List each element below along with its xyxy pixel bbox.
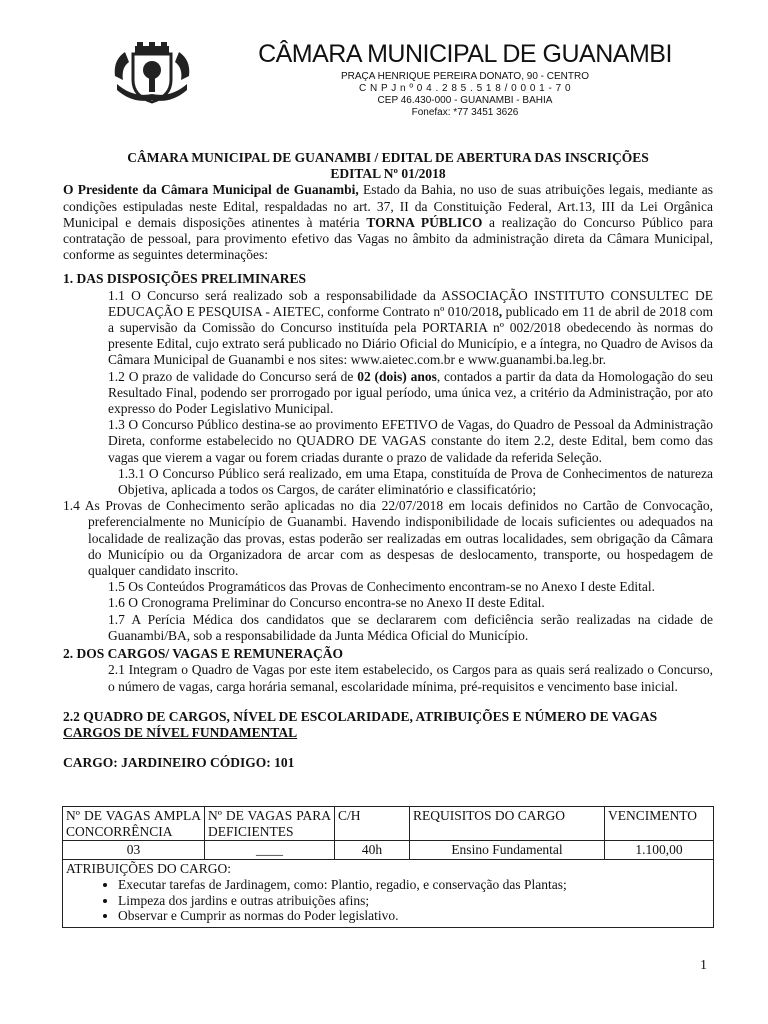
p11-comma: , [498, 303, 503, 319]
cell-requisitos: Ensino Fundamental [410, 841, 605, 860]
list-item: • Limpeza dos jardins e outras atribuições afins; [118, 893, 710, 909]
header-fone: Fonefax: *77 3451 3626 [411, 107, 519, 118]
edital-number: EDITAL Nº 01/2018 [330, 166, 446, 182]
p11-text-c: publicado em 11 de abril de 2018 com a supervisão da Comissão do Concurso instituída pela PORTARIA nº 002/2018 obedecendo às normas do presente Edital, cujo extrato será publicado no Diário Oficial do Município, e a íntegra, no Quadro de Avisos da Câmara Municipal de Guanambi e nos sites: www.aietec.com.br e www.guanambi.ba.leg.br. [108, 303, 713, 368]
section-1-heading: 1. DAS DISPOSIÇÕES PRELIMINARES [63, 271, 307, 287]
cargo-table [62, 806, 714, 928]
p12-bold: 02 (dois) anos [357, 368, 437, 384]
atribuicoes-title: ATRIBUIÇÕES DO CARGO: [66, 860, 232, 876]
header-vagas-ampla: Nº DE VAGAS AMPLA CONCORRÊNCIA [63, 807, 205, 841]
document-body [63, 150, 713, 771]
paragraph-1-6: 1.6 O Cronograma Preliminar do Concurso encontra-se no Anexo II deste Edital. [108, 595, 545, 611]
atribuicoes-list [66, 877, 710, 924]
page-number: 1 [700, 958, 707, 973]
paragraph-1-4: 1.4 As Provas de Conhecimento serão aplicadas no dia 22/07/2018 em locais definidos no Cartão de Convocação, preferencialmente no Município de Guanambi. Havendo indisponibilidade de locais suficientes ou adequados na localidade de realização das provas, estas poderão ser realizadas em outras localidades, sem obrigação da Câmara do Município ou da Organizadora de arcar com as despesas de deslocamento, transporte, ou hospedagem de qualquer candidato inscrito. [63, 498, 713, 579]
p12-text-c: , contados a partir da data da Homologação do seu Resultado Final, podendo ser prorrogado por igual período, uma única vez, a critério da Administração, por ato expresso do Poder Legislativo Municipal. [108, 368, 714, 417]
header-requisitos: REQUISITOS DO CARGO [410, 807, 605, 841]
cell-vencimento: 1.100,00 [605, 841, 714, 860]
cell-ch: 40h [335, 841, 410, 860]
header-cep: CEP 46.430-000 - GUANAMBI - BAHIA [377, 95, 553, 106]
cargos-nivel-heading: CARGOS DE NÍVEL FUNDAMENTAL [63, 724, 298, 740]
paragraph-2-1: 2.1 Integram o Quadro de Vagas por este item estabelecido, os Cargos para as quais será realizado o Concurso, o número de vagas, carga horária semanal, escolaridade mínima, pré-requisitos e vencimento base inicial. [108, 662, 713, 694]
header-vencimento: VENCIMENTO [605, 807, 714, 841]
intro-paragraph [63, 182, 713, 263]
intro-bold-1: O Presidente da Câmara Municipal de Guanambi, [63, 182, 359, 198]
intro-bold-2: TORNA PÚBLICO [366, 214, 483, 230]
intro-text-2: a realização do Concurso Público para contratação de pessoal, para provimento efetivo das Vagas no âmbito da administração direta da Câmara Municipal, conforme as seguintes determinações: [63, 214, 713, 263]
p12-text-a: 1.2 O prazo de validade do Concurso será de [108, 368, 358, 384]
paragraph-1-1 [63, 288, 713, 369]
header-ch: C/H [335, 807, 410, 841]
paragraph-1-7: 1.7 A Perícia Médica dos candidatos que se declararem com deficiência serão realizadas na cidade de Guanambi/BA, sob a responsabilidade da Junta Médica Oficial do Município. [108, 611, 713, 643]
paragraph-2-2: 2.2 QUADRO DE CARGOS, NÍVEL DE ESCOLARIDADE, ATRIBUIÇÕES E NÚMERO DE VAGAS [63, 708, 658, 724]
paragraph-1-2 [63, 369, 713, 418]
header-address: PRAÇA HENRIQUE PEREIRA DONATO, 90 - CENTRO [340, 71, 589, 82]
table-attr-row [63, 859, 714, 927]
list-item: • Executar tarefas de Jardinagem, como: Plantio, regadio, e conservação das Plantas; [118, 877, 710, 893]
p11-text-a: 1.1 O Concurso será realizado sob a responsabilidade da ASSOCIAÇÃO INSTITUTO CONSULTEC DE EDUCAÇÃO E PESQUISA - AIETEC, conforme Contrato nº 010/2018 [108, 287, 713, 319]
cell-vagas-ampla: 03 [63, 841, 205, 860]
cargo-line: CARGO: JARDINEIRO CÓDIGO: 101 [63, 755, 295, 771]
paragraph-1-3: 1.3 O Concurso Público destina-se ao provimento EFETIVO de Vagas, do Quadro de Pessoal da Administração Direta, conforme estabelecido no QUADRO DE VAGAS constante do item 2.2, deste Edital, bem como das vagas que vierem a vagar ou forem criadas durante o prazo de validade da referida Seleção. [108, 417, 713, 465]
section-2-heading: 2. DOS CARGOS/ VAGAS E REMUNERAÇÃO [63, 646, 344, 662]
header-title: CÂMARA MUNICIPAL DE GUANAMBI [258, 40, 672, 68]
cell-vagas-deficientes: ____ [205, 841, 335, 860]
edital-title: CÂMARA MUNICIPAL DE GUANAMBI / EDITAL DE ABERTURA DAS INSCRIÇÕES [127, 150, 649, 165]
header-vagas-deficientes: Nº DE VAGAS PARA DEFICIENTES [205, 807, 335, 841]
table-row [63, 841, 714, 860]
header-cnpj: C N P J n º 0 4 . 2 8 5 . 5 1 8 / 0 0 0 1 - 7 0 [358, 83, 572, 94]
coat-of-arms-logo [113, 40, 191, 106]
intro-text-1: Estado da Bahia, no uso de suas atribuições legais, mediante as condições estipuladas neste Edital, respaldadas no art. 37, II da Constituição Federal, Art.13, III da Lei Orgânica Municipal e demais disposições atinentes à matéria [63, 182, 713, 230]
cell-atribuicoes [63, 859, 714, 927]
paragraph-1-3-1: 1.3.1 O Concurso Público será realizado, em uma Etapa, constituída de Prova de Conhecimentos de natureza Objetiva, aplicada a todos os Cargos, de caráter eliminatório e classificatório; [118, 465, 713, 498]
table-header-row [63, 807, 714, 841]
paragraph-1-5: 1.5 Os Conteúdos Programáticos das Provas de Conhecimento encontram-se no Anexo I deste Edital. [108, 579, 656, 595]
list-item: • Observar e Cumprir as normas do Poder legislativo. [118, 908, 710, 924]
